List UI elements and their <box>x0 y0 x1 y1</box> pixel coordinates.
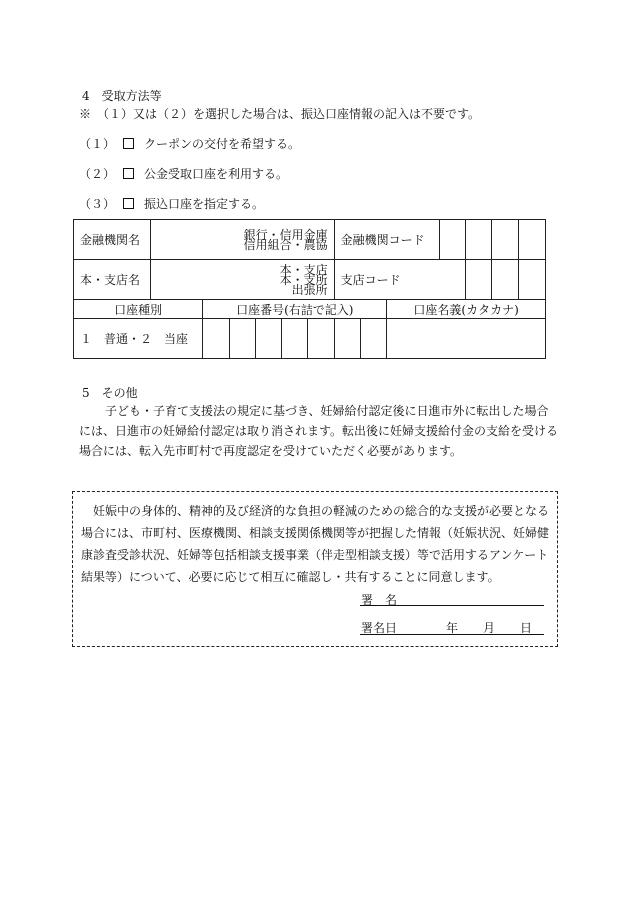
section5-body: 子ども・子育て支援法の規定に基づき、妊婦給付認定後に日進市外に転出した場合には、日進市の妊婦給付認定は取り消されます。転出後に妊婦支援給付金の支給を受ける場合には、転入先市町村で再度認定を受けていただく必要があります。 <box>79 404 559 458</box>
option-label: 公金受取口座を利用する。 <box>144 167 289 181</box>
account-type-header: 口座種別 <box>74 300 203 319</box>
institution-name-label: 金融機関名 <box>74 220 151 260</box>
section4-title: 4 受取方法等 <box>82 89 162 103</box>
option-number: （２） <box>79 167 116 181</box>
institution-code-label: 金融機関コード <box>334 220 439 260</box>
year-label: 年 <box>446 621 459 635</box>
branch-code-digit[interactable] <box>492 260 518 300</box>
signature-label: 署 名 <box>361 593 398 607</box>
signature-date-label: 署名日 <box>361 621 398 635</box>
account-name-header: 口座名義(カタカナ) <box>387 300 546 319</box>
account-number-digit[interactable] <box>203 319 229 359</box>
institution-code-digit[interactable] <box>466 220 492 260</box>
branch-type-2: 本・支所 <box>279 272 328 287</box>
option-number: （１） <box>79 137 116 151</box>
option-coupon[interactable] <box>79 135 300 152</box>
account-name-field[interactable] <box>387 319 546 359</box>
institution-type-2: 信用組合・農協 <box>243 237 328 252</box>
branch-code-digit[interactable] <box>518 260 545 300</box>
branch-name-label: 本・支店名 <box>74 260 151 300</box>
signature-field[interactable] <box>360 588 544 606</box>
consent-text: 妊娠中の身体的、精神的及び経済的な負担の軽減のための総合的な支援が必要となる場合には、市町村、医療機関、相談支援関係機関等が把握した情報（妊娠状況、妊婦健康診査受診状況、妊婦等包括相談支援事業（伴走型相談支援）等で活用するアンケート結果等）について、必要に応じて相互に確認し・共有することに同意します。 <box>81 504 550 584</box>
branch-code-digit[interactable] <box>466 260 492 300</box>
section4-note: ※ （１）又は（２）を選択した場合は、振込口座情報の記入は不要です。 <box>79 107 481 121</box>
account-number-digit[interactable] <box>282 319 308 359</box>
institution-code-digit[interactable] <box>518 220 545 260</box>
section5-title: 5 その他 <box>82 386 138 400</box>
option-label: 振込口座を指定する。 <box>144 197 265 211</box>
account-type-value[interactable]: １ 普通・２ 当座 <box>74 319 203 359</box>
branch-type-3: 出張所 <box>291 282 328 297</box>
account-number-digit[interactable] <box>308 319 334 359</box>
day-label: 日 <box>520 621 533 635</box>
checkbox[interactable] <box>123 168 134 179</box>
institution-name-field[interactable] <box>150 220 334 260</box>
branch-type-1: 本・支店 <box>279 262 328 277</box>
option-label: クーポンの交付を希望する。 <box>144 137 301 151</box>
option-number: （３） <box>79 197 116 211</box>
branch-code-label: 支店コード <box>334 260 465 300</box>
signature-date-field[interactable] <box>360 617 544 635</box>
bank-account-table <box>73 219 546 359</box>
account-number-header: 口座番号(右詰で記入) <box>203 300 387 319</box>
institution-code-digit[interactable] <box>439 220 465 260</box>
option-transfer-account[interactable] <box>79 195 264 212</box>
account-number-digit[interactable] <box>229 319 255 359</box>
account-number-digit[interactable] <box>255 319 281 359</box>
month-label: 月 <box>483 621 496 635</box>
checkbox[interactable] <box>123 198 134 209</box>
branch-name-field[interactable] <box>150 260 334 300</box>
option-public-account[interactable] <box>79 165 288 182</box>
account-number-digit[interactable] <box>360 319 386 359</box>
institution-type-1: 銀行・信用金庫 <box>243 227 328 242</box>
checkbox[interactable] <box>123 138 134 149</box>
institution-code-digit[interactable] <box>492 220 518 260</box>
account-number-digit[interactable] <box>334 319 360 359</box>
